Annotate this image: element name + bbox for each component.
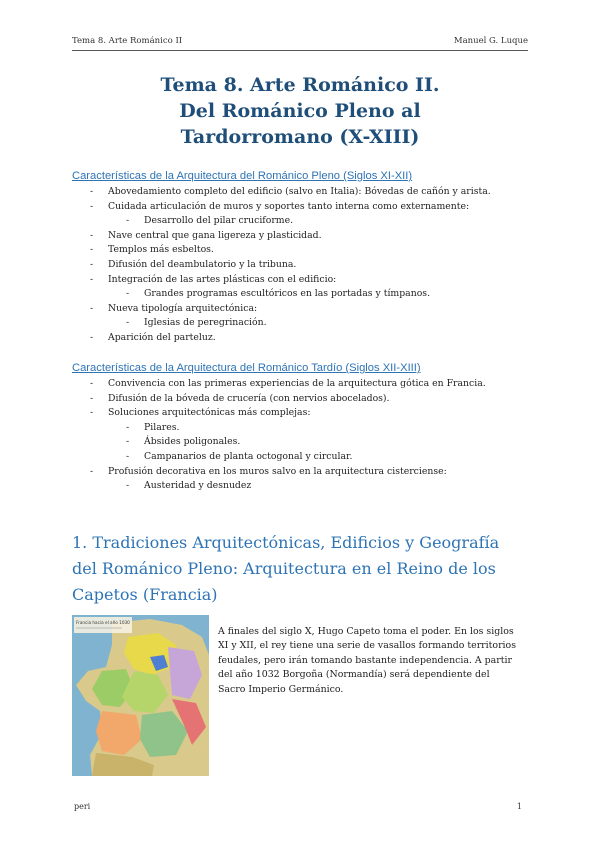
list-item-text: Iglesias de peregrinación.: [144, 317, 267, 329]
list-item-text: Desarrollo del pilar cruciforme.: [144, 215, 294, 227]
list-item: [72, 302, 540, 317]
bullet-dash: -: [90, 273, 94, 285]
list-item: [72, 377, 540, 392]
bullet-dash: -: [90, 392, 94, 404]
list-item-text: Nueva tipología arquitectónica:: [108, 302, 258, 314]
heading1-line-3: Capetos (Francia): [72, 585, 218, 604]
section2-heading: Características de la Arquitectura del Románico Tardío (Siglos XII-XIII): [72, 362, 421, 374]
list-item-text: Soluciones arquitectónicas más complejas:: [108, 407, 311, 419]
footer-left: peri: [74, 802, 91, 811]
bullet-dash: -: [90, 258, 94, 270]
body-paragraph: [218, 625, 533, 697]
bullet-dash: -: [90, 465, 94, 477]
list-item: [72, 465, 540, 480]
section-heading-1: [72, 530, 540, 608]
list-item-text: Convivencia con las primeras experiencias de la arquitectura gótica en Francia.: [108, 378, 486, 389]
list-item-text: Templos más esbeltos.: [108, 244, 214, 256]
bullet-dash: -: [126, 288, 130, 300]
page-header: [72, 36, 528, 51]
list-item-text: Aparición del parteluz.: [108, 331, 216, 343]
title-line-2: Del Románico Pleno al: [179, 100, 421, 122]
sub-list-item: [72, 479, 540, 494]
bullet-dash: -: [126, 436, 130, 448]
sub-list-item: [72, 316, 540, 331]
title-line-1: Tema 8. Arte Románico II.: [160, 74, 440, 96]
list-item-text: Abovedamiento completo del edificio (salvo en Italia): Bóvedas de cañón y arista.: [108, 186, 491, 197]
bullet-dash: -: [90, 229, 94, 241]
bullet-dash: -: [126, 317, 130, 329]
section1-heading: Características de la Arquitectura del Románico Pleno (Siglos XI-XII): [72, 170, 413, 182]
bullet-dash: -: [90, 244, 94, 256]
sub-list-item: [72, 214, 540, 229]
list-item: [72, 258, 540, 273]
list-item: [72, 392, 540, 407]
bullet-dash: -: [126, 480, 130, 492]
list-item: [72, 331, 540, 346]
page-title: [72, 72, 528, 150]
list-item: [72, 406, 540, 421]
page-number: 1: [516, 802, 522, 811]
list-item: [72, 185, 540, 200]
sub-list-item: [72, 450, 540, 465]
paragraph-line-1: A finales del siglo X, Hugo Capeto toma el poder. En los siglos: [218, 626, 514, 637]
list-item-text: Campanarios de planta octogonal y circular.: [144, 450, 353, 462]
paragraph-line-4: del año 1032 Borgoña (Normandía) será dependiente del: [218, 669, 490, 681]
list-item-text: Nave central que gana ligereza y plasticidad.: [108, 229, 322, 241]
map-caption: Francia hacia el año 1030: [76, 620, 130, 625]
section2-list: [72, 377, 540, 494]
sub-list-item: [72, 287, 540, 302]
list-item-text: Ábsides poligonales.: [144, 436, 241, 448]
list-item-text: Austeridad y desnudez: [144, 480, 252, 492]
list-item: [72, 200, 540, 215]
header-left: Tema 8. Arte Románico II: [72, 36, 183, 46]
title-line-3: Tardorromano (X-XIII): [180, 126, 420, 148]
paragraph-line-3: feudales, pero irán tomando bastante independencia. A partir: [218, 654, 512, 666]
section1-list: [72, 185, 540, 346]
bullet-dash: -: [90, 378, 94, 389]
bullet-dash: -: [90, 186, 94, 197]
bullet-dash: -: [90, 331, 94, 343]
heading1-line-2: del Románico Pleno: Arquitectura en el Reino de los: [72, 559, 496, 578]
sub-list-item: [72, 421, 540, 436]
list-item: [72, 229, 540, 244]
list-item-text: Difusión del deambulatorio y la tribuna.: [108, 258, 297, 270]
bullet-dash: -: [90, 407, 94, 419]
header-right: Manuel G. Luque: [453, 36, 528, 46]
list-item-text: Grandes programas escultóricos en las portadas y tímpanos.: [144, 288, 431, 300]
paragraph-line-2: XI y XII, el rey tiene una serie de vasallos formando territorios: [218, 640, 517, 652]
list-item-text: Profusión decorativa en los muros salvo en la arquitectura cisterciense:: [108, 465, 447, 477]
sub-list-item: [72, 435, 540, 450]
list-item-text: Integración de las artes plásticas con el edificio:: [108, 273, 337, 285]
bullet-dash: -: [126, 450, 130, 462]
bullet-dash: -: [90, 302, 94, 314]
list-item: [72, 273, 540, 288]
bullet-dash: -: [90, 200, 94, 212]
list-item-text: Cuidada articulación de muros y soportes tanto interna como externamente:: [108, 200, 470, 212]
paragraph-line-5: Sacro Imperio Germánico.: [218, 683, 344, 695]
list-item: [72, 243, 540, 258]
bullet-dash: -: [126, 215, 130, 227]
heading1-line-1: 1. Tradiciones Arquitectónicas, Edificios y Geografía: [72, 533, 500, 552]
map-france-image: [72, 615, 209, 776]
bullet-dash: -: [126, 421, 130, 433]
list-item-text: Pilares.: [144, 421, 180, 433]
list-item-text: Difusión de la bóveda de crucería (con nervios abocelados).: [108, 392, 390, 404]
